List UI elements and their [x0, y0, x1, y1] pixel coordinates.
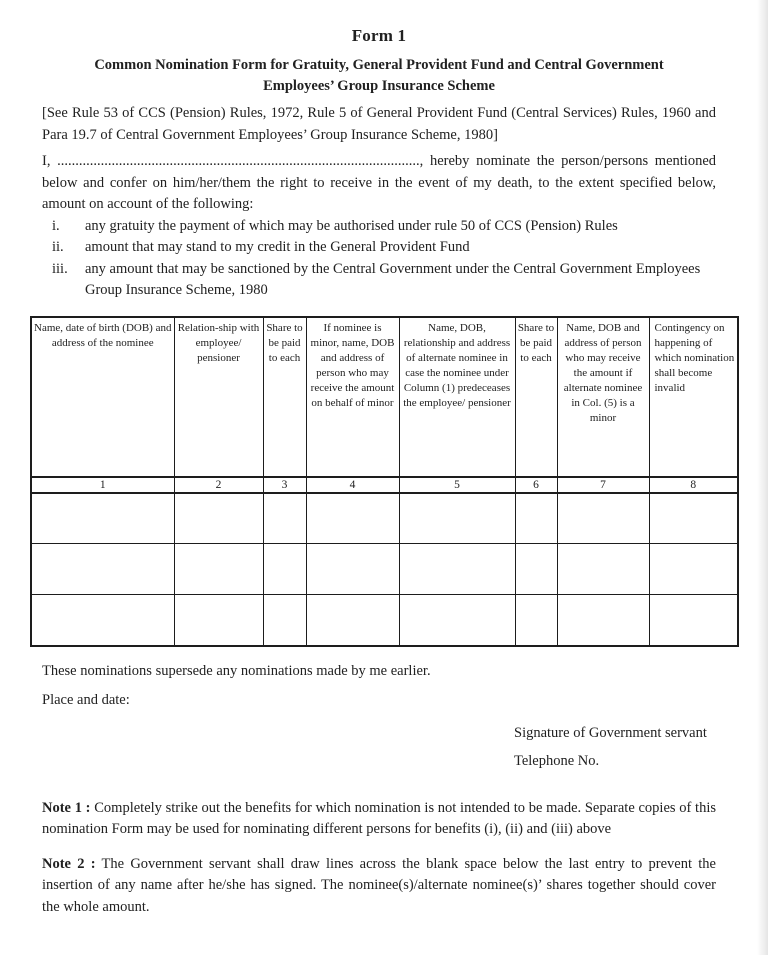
declaration-suffix: hereby nominate the person/persons mentioned below and confer on him/her/them the right to receive in the event of my death, to the extent specified below, amount on account of the following:: [42, 153, 717, 212]
table-cell-empty: [174, 595, 263, 646]
table-cell-empty: [515, 544, 557, 595]
table-header-col-8: Contingency on happening of which nomination shall become invalid: [649, 317, 738, 477]
benefit-text: amount that may stand to my credit in the General Provident Fund: [85, 239, 470, 255]
table-cell-empty: [557, 544, 649, 595]
column-number-2: 2: [174, 477, 263, 493]
table-header-col-1: Name, date of birth (DOB) and address of the nominee: [31, 317, 174, 477]
declaration-paragraph: [42, 151, 716, 216]
table-cell-empty: [399, 493, 515, 544]
note-1: [42, 798, 716, 841]
benefit-text: any gratuity the payment of which may be authorised under rule 50 of CCS (Pension) Rules: [85, 217, 618, 234]
column-number-row: [31, 477, 738, 493]
table-cell-empty: [31, 544, 174, 595]
table-cell-empty: [31, 595, 174, 646]
note-2-text: The Government servant shall draw lines across the blank space below the last entry to prevent the insertion of any name after he/she has signed. The nominee(s)/alternate nominee(s)’ shares together should cover the whole amount.: [42, 855, 716, 915]
table-cell-empty: [263, 544, 306, 595]
table-cell-empty: [649, 493, 738, 544]
signature-block: [514, 723, 716, 772]
table-header-col-6: Share to be paid to each: [515, 317, 557, 477]
table-cell-empty: [174, 493, 263, 544]
declarant-name-blank: ....................................................................................................,: [57, 153, 424, 169]
table-cell-empty: [31, 493, 174, 544]
table-entry-row-3: [31, 595, 738, 646]
table-cell-empty: [174, 544, 263, 595]
benefit-item-i: [42, 216, 716, 238]
note-1-label: Note 1 :: [42, 799, 91, 816]
supersede-statement: These nominations supersede any nominations made by me earlier.: [42, 662, 431, 679]
table-cell-empty: [306, 493, 399, 544]
table-cell-empty: [515, 493, 557, 544]
table-cell-empty: [649, 544, 738, 595]
column-number-1: 1: [31, 477, 174, 493]
benefit-text: any amount that may be sanctioned by the Central Government under the Central Government Employees Group Insurance Scheme, 1980: [85, 260, 701, 298]
form-title: Form 1: [351, 26, 407, 45]
note-1-text: Completely strike out the benefits for which nomination is not intended to be made. Separate copies of this nomination Form may be used for nominating different persons for benefits (i), (ii) and (iii) above: [42, 799, 717, 837]
form-subtitle: Common Nomination Form for Gratuity, General Provident Fund and Central Government Employees’ Group Insurance Scheme: [94, 57, 664, 94]
note-2: [42, 854, 716, 919]
benefit-item-iii: [42, 259, 716, 302]
benefit-numeral: iii.: [52, 260, 68, 277]
table-header-col-3: Share to be paid to each: [263, 317, 306, 477]
column-number-3: 3: [263, 477, 306, 493]
table-cell-empty: [263, 595, 306, 646]
benefit-item-ii: [42, 237, 716, 259]
signature-label: Signature of Government servant: [514, 724, 707, 741]
table-header-col-4: If nominee is minor, name, DOB and address of person who may receive the amount on behalf of minor: [306, 317, 399, 477]
table-cell-empty: [557, 595, 649, 646]
table-cell-empty: [306, 544, 399, 595]
place-and-date-label: Place and date:: [42, 691, 130, 708]
table-cell-empty: [515, 595, 557, 646]
column-number-8: 8: [649, 477, 738, 493]
table-entry-row-2: [31, 544, 738, 595]
table-cell-empty: [649, 595, 738, 646]
scan-edge-shadow: [757, 0, 768, 955]
column-number-6: 6: [515, 477, 557, 493]
table-header-col-2: Relation-ship with employee/ pensioner: [174, 317, 263, 477]
table-cell-empty: [399, 544, 515, 595]
declaration-prefix: I,: [42, 153, 51, 169]
table-entry-row-1: [31, 493, 738, 544]
table-cell-empty: [557, 493, 649, 544]
table-header-col-5: Name, DOB, relationship and address of alternate nominee in case the nominee under Column (1) predeceases the employee/ pensioner: [399, 317, 515, 477]
table-header-row: [31, 317, 738, 477]
column-number-5: 5: [399, 477, 515, 493]
column-number-7: 7: [557, 477, 649, 493]
table-header-col-7: Name, DOB and address of person who may receive the amount if alternate nominee in Col. (5) is a minor: [557, 317, 649, 477]
telephone-label: Telephone No.: [514, 752, 600, 769]
benefit-numeral: ii.: [52, 239, 64, 255]
nomination-table-wrap: [30, 316, 735, 647]
benefit-list: [42, 216, 716, 302]
nomination-table: [30, 316, 739, 647]
table-cell-empty: [306, 595, 399, 646]
table-cell-empty: [399, 595, 515, 646]
benefit-numeral: i.: [52, 217, 60, 234]
note-2-label: Note 2 :: [42, 855, 96, 872]
column-number-4: 4: [306, 477, 399, 493]
table-cell-empty: [263, 493, 306, 544]
rule-reference: [See Rule 53 of CCS (Pension) Rules, 1972, Rule 5 of General Provident Fund (Central Services) Rules, 1960 and Para 19.7 of Central Government Employees’ Group Insurance Scheme, 1980]: [42, 105, 716, 143]
